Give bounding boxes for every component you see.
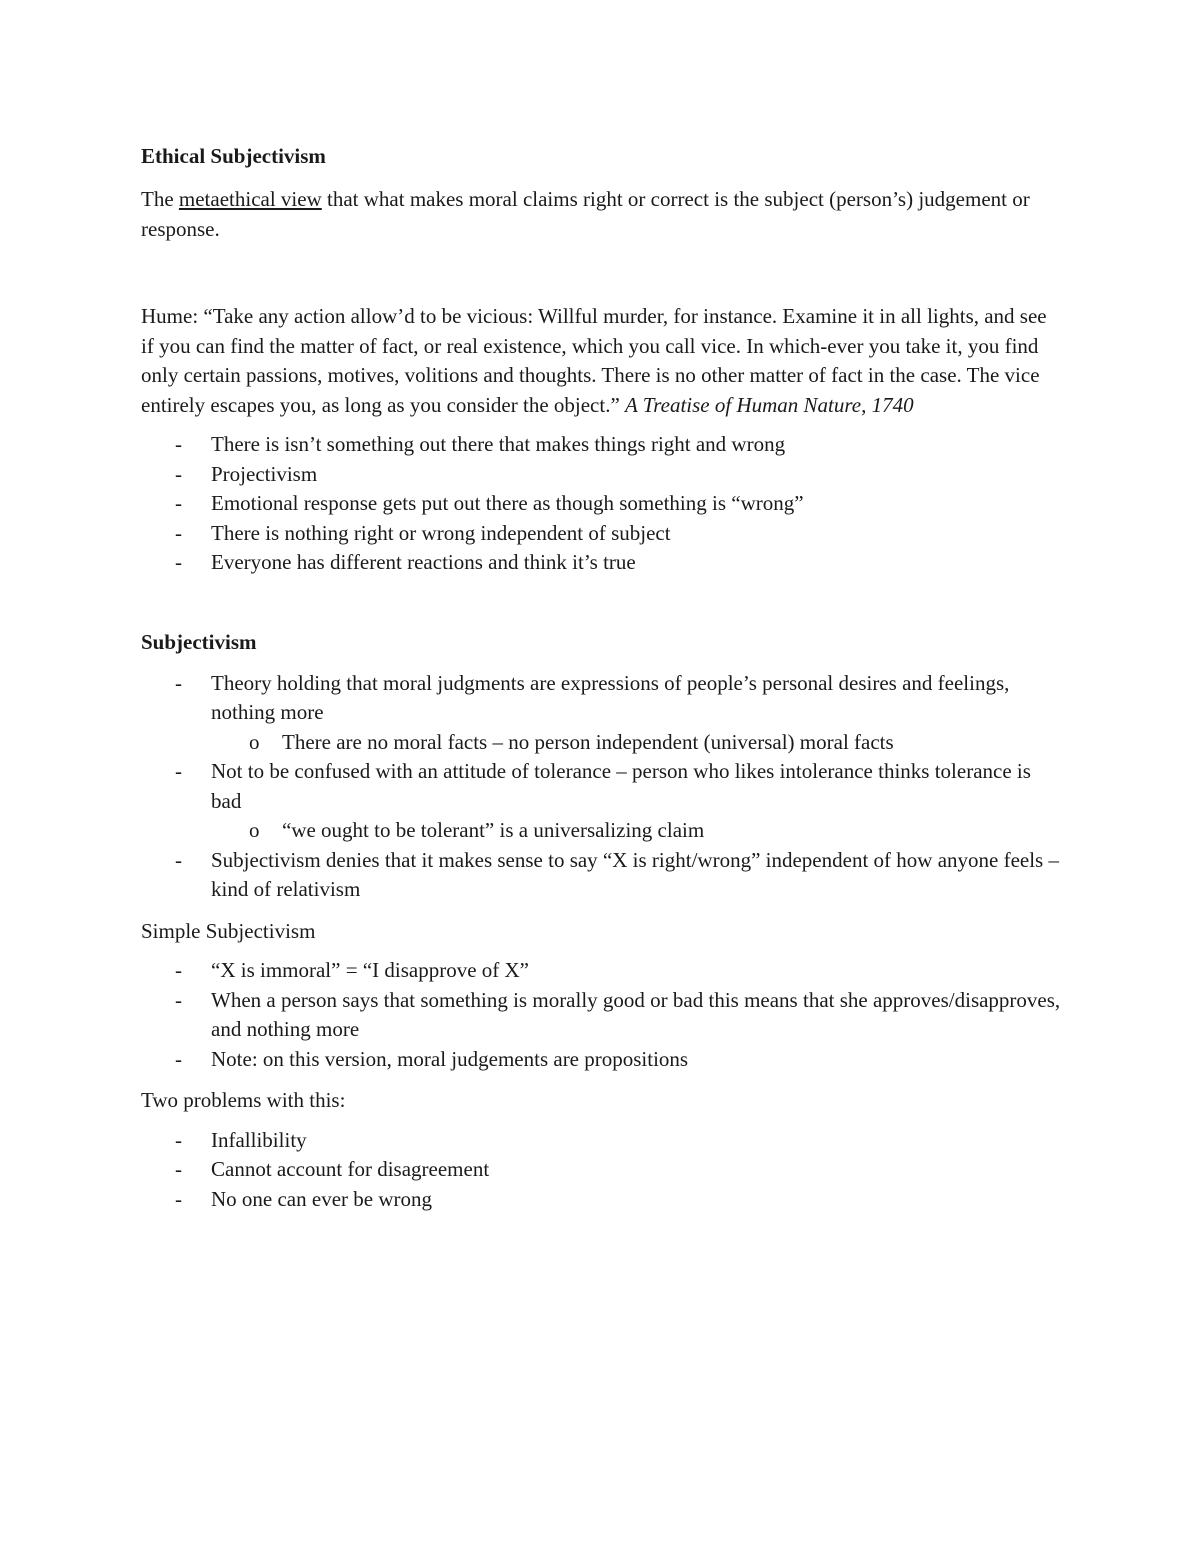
circle-marker: o xyxy=(249,729,260,754)
dash-marker: - xyxy=(175,550,182,574)
sub-list xyxy=(211,728,1061,758)
spacer xyxy=(141,578,1061,626)
list-item xyxy=(141,1126,1061,1156)
sub-list-item-text: “we ought to be tolerant” is a universalizing claim xyxy=(282,818,705,842)
dash-marker: - xyxy=(175,520,182,545)
dash-marker: - xyxy=(175,461,182,486)
dash-marker: - xyxy=(175,491,182,515)
dash-marker: - xyxy=(175,1046,182,1071)
list-item-text: Cannot account for disagreement xyxy=(211,1157,490,1181)
ethical-subjectivism-list xyxy=(141,430,1061,578)
list-item xyxy=(141,460,1061,490)
problems-list xyxy=(141,1126,1061,1215)
list-item xyxy=(141,1045,1061,1075)
definition-prefix: The xyxy=(141,187,179,211)
dash-marker: - xyxy=(175,432,182,456)
list-item xyxy=(141,430,1061,460)
dash-marker: - xyxy=(175,1186,182,1211)
list-item xyxy=(141,519,1061,549)
list-item xyxy=(141,846,1061,905)
list-item-text: Note: on this version, moral judgements are propositions xyxy=(211,1046,689,1071)
list-item-text: Theory holding that moral judgments are expressions of people’s personal desires and feelings, nothing more xyxy=(211,670,1010,724)
dash-marker: - xyxy=(175,847,182,872)
hume-quote-text: Hume: “Take any action allow’d to be vicious: Willful murder, for instance. Examine it in all lights, and see if you can find the matter of fact, or real existence, which you call vice. In which-ever you take it, you find only certain passions, motives, volitions and thoughts. There is no other matter of fact in the case. The vice entirely escapes you, as long as you consider the object.” xyxy=(141,304,1047,417)
list-item xyxy=(141,548,1061,578)
document-page xyxy=(141,140,1061,1214)
list-item-text: There is isn’t something out there that makes things right and wrong xyxy=(211,432,786,456)
list-item-text: There is nothing right or wrong independent of subject xyxy=(211,520,671,545)
subjectivism-list xyxy=(141,669,1061,905)
sub-list-item xyxy=(141,728,1061,758)
circle-marker: o xyxy=(249,818,260,842)
definition-paragraph xyxy=(141,185,1061,244)
two-problems-label: Two problems with this: xyxy=(141,1088,346,1112)
sub-list xyxy=(211,816,1061,846)
list-item-text: Not to be confused with an attitude of tolerance – person who likes intolerance thinks tolerance is bad xyxy=(211,759,1031,813)
list-item-text: No one can ever be wrong xyxy=(211,1186,432,1211)
definition-rest: that what makes moral claims right or correct is the subject (person’s) judgement or response. xyxy=(141,187,1030,241)
list-item xyxy=(141,669,1061,758)
list-item-text: Everyone has different reactions and think it’s true xyxy=(211,550,636,574)
hume-quote-source: A Treatise of Human Nature, 1740 xyxy=(625,392,914,417)
list-item-text: Infallibility xyxy=(211,1127,307,1152)
dash-marker: - xyxy=(175,1127,182,1152)
list-item-text: Subjectivism denies that it makes sense to say “X is right/wrong” independent of how anyone feels – kind of relativism xyxy=(211,847,1059,901)
simple-subjectivism-label: Simple Subjectivism xyxy=(141,918,316,943)
spacer xyxy=(141,244,1061,302)
list-item xyxy=(141,1185,1061,1215)
list-item-text: “X is immoral” = “I disapprove of X” xyxy=(211,958,529,982)
definition-term: metaethical view xyxy=(178,187,322,211)
list-item xyxy=(141,986,1061,1045)
dash-marker: - xyxy=(175,1157,182,1181)
list-item-text: Emotional response gets put out there as though something is “wrong” xyxy=(211,491,804,515)
list-item-text: When a person says that something is morally good or bad this means that she approves/disapproves, and nothing more xyxy=(211,987,1061,1041)
hume-quote-paragraph xyxy=(141,302,1061,420)
sub-list-item-text: There are no moral facts – no person independent (universal) moral facts xyxy=(282,729,894,754)
sub-list-item xyxy=(141,816,1061,846)
dash-marker: - xyxy=(175,987,182,1012)
dash-marker: - xyxy=(175,958,182,982)
list-item xyxy=(141,956,1061,986)
section-heading-ethical-subjectivism: Ethical Subjectivism xyxy=(141,144,326,168)
list-item xyxy=(141,1155,1061,1185)
dash-marker: - xyxy=(175,759,182,783)
simple-subjectivism-list xyxy=(141,956,1061,1074)
list-item xyxy=(141,489,1061,519)
section-heading-subjectivism: Subjectivism xyxy=(141,629,257,654)
list-item xyxy=(141,757,1061,846)
dash-marker: - xyxy=(175,670,182,695)
list-item-text: Projectivism xyxy=(211,461,318,486)
